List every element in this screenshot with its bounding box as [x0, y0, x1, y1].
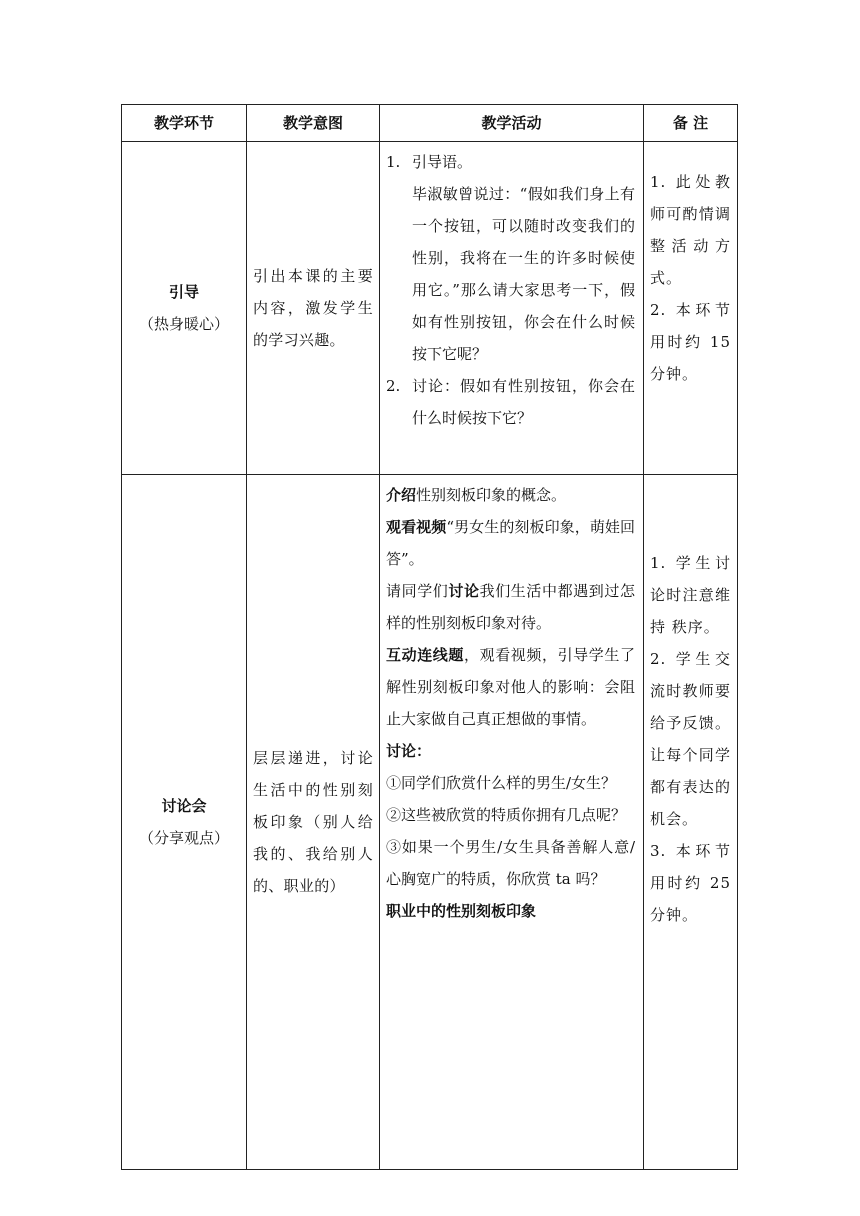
note-line: 2. 学生交流时教师要给予反馈。让每个同学都有表达的机会。	[650, 650, 731, 828]
table-row-discussion	[122, 475, 738, 1170]
note-line: 3. 本环节用时约 25 分钟。	[650, 842, 731, 924]
activity-paragraph	[386, 895, 635, 927]
discussion-question: ②这些被欣赏的特质你拥有几点呢？	[386, 806, 627, 824]
notes-cell	[644, 142, 738, 475]
discussion-question: ①同学们欣赏什么样的男生/女生？	[386, 774, 617, 792]
note-line: 1. 学生讨论时注意维 持 秩序。	[650, 554, 731, 636]
phase-subtitle: （分享观点）	[138, 829, 229, 847]
activity-cell	[380, 475, 644, 1170]
header-intent: 教学意图	[247, 105, 380, 142]
activity-item-1	[386, 146, 635, 178]
item-title: 引导语。	[412, 153, 473, 171]
header-phase: 教学环节	[122, 105, 247, 142]
paragraph-text: 请同学们	[386, 582, 449, 600]
phase-cell	[122, 142, 247, 475]
activity-item-2	[386, 370, 635, 434]
activity-paragraph	[386, 735, 635, 767]
phase-cell	[122, 475, 247, 1170]
paragraph-text: ，观看视频，引导学生了解性别刻板印象对他人的影响：会阻止大家做自己真正想做的事情。	[386, 646, 635, 728]
note-line: 2. 本环节用时约 15 分钟。	[650, 301, 731, 383]
notes-cell	[644, 475, 738, 1170]
phase-subtitle: （热身暖心）	[138, 315, 229, 333]
phase-name: 讨论会	[161, 797, 207, 815]
lesson-plan-table	[121, 104, 738, 1170]
activity-item-1-body: 毕淑敏曾说过：“假如我们身上有一个按钮，可以随时改变我们的性别，我将在一生的许多时候使用它。”那么请大家思考一下，假如有性别按钮，你会在什么时候按下它呢？	[412, 185, 635, 363]
item-number: 2.	[386, 377, 401, 395]
bold-keyword: 观看视频	[386, 518, 447, 536]
table-header-row	[122, 105, 738, 142]
activity-paragraph	[386, 511, 635, 575]
paragraph-text: “男女生的刻板印象，萌娃回答”。	[386, 518, 635, 568]
bold-keyword: 讨论：	[386, 742, 432, 760]
note-line: 1. 此处教师可酌情调整活动方式。	[650, 173, 731, 287]
intent-cell: 层层递进，讨论生活中的性别刻板印象（别人给我的、我给别人的、职业的）	[247, 475, 380, 1170]
item-text: 讨论：假如有性别按钮，你会在什么时候按下它？	[412, 377, 635, 427]
table-row-introduction	[122, 142, 738, 475]
phase-name: 引导	[168, 283, 199, 301]
activity-paragraph	[386, 479, 635, 511]
bold-keyword: 讨论	[448, 582, 480, 600]
lesson-plan-table-container	[121, 104, 738, 1170]
activity-paragraph	[386, 575, 635, 639]
item-number: 1.	[386, 153, 401, 171]
header-notes: 备 注	[644, 105, 738, 142]
bold-keyword: 职业中的性别刻板印象	[386, 902, 537, 920]
discussion-question: ③如果一个男生/女生具备善解人意/心胸宽广的特质，你欣赏 ta 吗？	[386, 838, 635, 888]
header-activity: 教学活动	[380, 105, 644, 142]
activity-paragraph	[386, 639, 635, 735]
bold-keyword: 互动连线题	[386, 646, 464, 664]
activity-cell	[380, 142, 644, 475]
paragraph-text: 我们生活中都遇到过怎样的性别刻板印象对待。	[386, 582, 635, 632]
paragraph-text: 性别刻板印象的概念。	[416, 486, 567, 504]
bold-keyword: 介绍	[386, 486, 417, 504]
intent-cell: 引出本课的主要内容，激发学生的学习兴趣。	[247, 142, 380, 475]
